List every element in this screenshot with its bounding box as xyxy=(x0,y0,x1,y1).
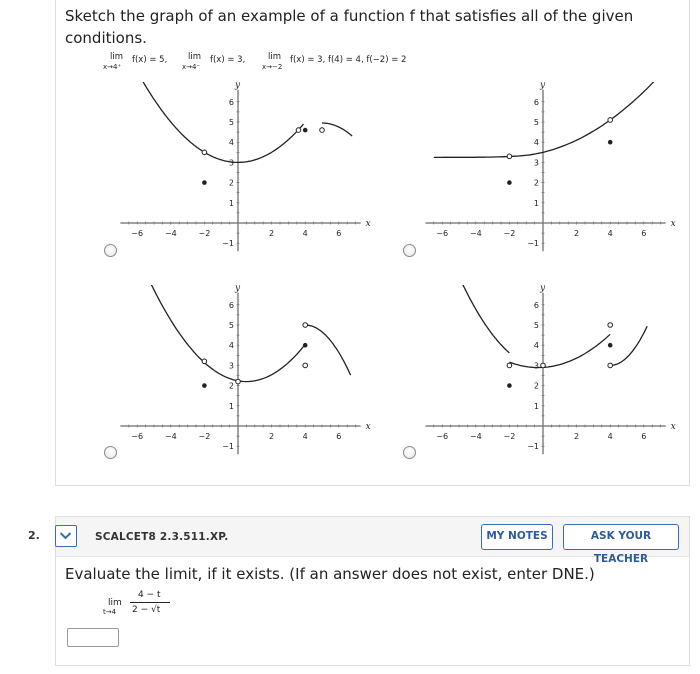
x-tick-label: 6 xyxy=(336,432,342,441)
y-tick-label: 4 xyxy=(228,138,234,148)
x-tick-label: 6 xyxy=(641,229,647,238)
filled-point xyxy=(608,343,613,348)
open-point xyxy=(303,363,308,368)
open-point xyxy=(507,154,512,159)
x-tick-label: 6 xyxy=(641,432,647,441)
x-tick-label: 2 xyxy=(269,432,275,441)
x-tick-label: −6 xyxy=(436,432,449,441)
y-tick-label: 2 xyxy=(533,381,539,391)
x-axis-label: x xyxy=(670,219,676,229)
y-axis-label: y xyxy=(235,82,241,91)
filled-point xyxy=(303,128,308,133)
open-point xyxy=(608,323,613,328)
x-tick-label: −4 xyxy=(164,432,177,441)
radio-option-c[interactable] xyxy=(104,446,117,459)
filled-point xyxy=(303,343,308,348)
fraction-denominator: 2 − √t xyxy=(132,605,161,615)
lim-word: lim xyxy=(188,52,202,62)
open-point xyxy=(236,379,241,384)
graph-option-c xyxy=(110,285,385,465)
y-tick-label: −1 xyxy=(222,239,234,249)
open-point xyxy=(296,128,301,133)
y-tick-label: 1 xyxy=(533,401,539,411)
condition-expression: f(x) = 5, xyxy=(132,55,168,65)
y-tick-label: 1 xyxy=(228,401,234,411)
y-tick-label: 3 xyxy=(533,361,539,371)
fraction-bar xyxy=(130,602,170,603)
y-tick-label: 3 xyxy=(228,158,234,168)
y-tick-label: 2 xyxy=(533,178,539,188)
x-tick-label: 2 xyxy=(574,432,580,441)
y-tick-label: 6 xyxy=(228,300,234,310)
function-curve xyxy=(322,123,352,136)
function-curve xyxy=(452,285,509,353)
y-tick-label: 6 xyxy=(533,300,539,310)
limit-expression xyxy=(100,590,190,620)
question-number: 2. xyxy=(28,529,40,542)
y-tick-label: 1 xyxy=(228,198,234,208)
y-tick-label: 4 xyxy=(228,341,234,351)
x-tick-label: −6 xyxy=(131,432,144,441)
x-tick-label: 4 xyxy=(302,229,308,238)
fraction-numerator: 4 − t xyxy=(138,590,161,600)
radio-option-d[interactable] xyxy=(403,446,416,459)
y-axis-label: y xyxy=(540,285,546,294)
y-tick-label: 3 xyxy=(533,158,539,168)
x-tick-label: −4 xyxy=(164,229,177,238)
function-curve xyxy=(305,325,350,375)
condition-expression: f(x) = 3, xyxy=(210,55,246,65)
lim-subscript: x→4⁻ xyxy=(182,63,201,71)
y-tick-label: −1 xyxy=(222,442,234,452)
lim-word: lim xyxy=(108,598,122,608)
x-tick-label: −2 xyxy=(503,229,516,238)
lim-word: lim xyxy=(268,52,282,62)
lim-word: lim xyxy=(110,52,124,62)
y-tick-label: −1 xyxy=(527,239,539,249)
function-curve xyxy=(142,82,204,152)
y-tick-label: 5 xyxy=(228,118,234,127)
x-axis-label: x xyxy=(670,422,676,432)
x-tick-label: −4 xyxy=(469,229,482,238)
lim-subscript: t→4 xyxy=(103,608,117,616)
open-point xyxy=(320,128,325,133)
x-tick-label: 2 xyxy=(269,229,275,238)
y-tick-label: 6 xyxy=(228,97,234,107)
x-axis-label: x xyxy=(365,422,371,432)
x-tick-label: −2 xyxy=(198,229,211,238)
x-tick-label: −6 xyxy=(436,229,449,238)
y-tick-label: 2 xyxy=(228,178,234,188)
y-tick-label: 3 xyxy=(228,361,234,371)
filled-point xyxy=(608,140,613,145)
question-1-prompt: Sketch the graph of an example of a function f that satisfies all of the given conditions. xyxy=(65,7,634,47)
y-tick-label: 5 xyxy=(228,321,234,330)
function-curve xyxy=(509,334,610,367)
radio-option-b[interactable] xyxy=(403,244,416,257)
open-point xyxy=(608,118,613,123)
y-tick-label: 4 xyxy=(533,341,539,351)
open-point xyxy=(303,323,308,328)
open-point xyxy=(507,363,512,368)
y-tick-label: 1 xyxy=(533,198,539,208)
x-tick-label: 4 xyxy=(607,229,613,238)
condition-expression: f(x) = 3, f(4) = 4, f(−2) = 2 xyxy=(290,55,407,65)
x-tick-label: 2 xyxy=(574,229,580,238)
ask-your-teacher-button[interactable]: ASK YOUR TEACHER xyxy=(563,524,679,550)
y-tick-label: 5 xyxy=(533,118,539,127)
function-curve xyxy=(610,326,647,365)
y-tick-label: −1 xyxy=(527,442,539,452)
function-curve xyxy=(204,124,303,162)
open-point xyxy=(541,363,546,368)
graph-option-a xyxy=(110,82,385,262)
y-axis-label: y xyxy=(540,82,546,91)
x-tick-label: 4 xyxy=(607,432,613,441)
lim-subscript: x→−2 xyxy=(262,63,283,71)
filled-point xyxy=(507,180,512,185)
x-tick-label: −2 xyxy=(503,432,516,441)
radio-option-a[interactable] xyxy=(104,244,117,257)
x-tick-label: 4 xyxy=(302,432,308,441)
question-2-prompt: Evaluate the limit, if it exists. (If an answer does not exist, enter DNE.) xyxy=(65,565,595,583)
condition-limit-neg2 xyxy=(260,52,460,76)
my-notes-button[interactable]: MY NOTES xyxy=(481,524,553,550)
chevron-down-icon xyxy=(56,526,75,545)
y-tick-label: 4 xyxy=(533,138,539,148)
x-tick-label: −4 xyxy=(469,432,482,441)
filled-point xyxy=(202,180,207,185)
y-axis-label: y xyxy=(235,285,241,294)
expand-toggle-button[interactable] xyxy=(55,525,77,547)
condition-right-limit xyxy=(100,52,170,76)
x-axis-label: x xyxy=(365,219,371,229)
function-curve xyxy=(151,285,306,382)
graph-option-b xyxy=(415,82,690,262)
answer-input[interactable] xyxy=(67,628,119,647)
open-point xyxy=(608,363,613,368)
y-tick-label: 2 xyxy=(228,381,234,391)
question-code: SCALCET8 2.3.511.XP. xyxy=(95,531,229,543)
lim-subscript: x→4⁺ xyxy=(103,63,122,71)
x-tick-label: −2 xyxy=(198,432,211,441)
x-tick-label: −6 xyxy=(131,229,144,238)
open-point xyxy=(202,150,207,155)
x-tick-label: 6 xyxy=(336,229,342,238)
y-tick-label: 6 xyxy=(533,97,539,107)
y-tick-label: 5 xyxy=(533,321,539,330)
filled-point xyxy=(507,383,512,388)
open-point xyxy=(202,359,207,364)
filled-point xyxy=(202,383,207,388)
function-curve xyxy=(434,157,510,158)
condition-left-limit xyxy=(180,52,260,76)
graph-option-d xyxy=(415,285,690,465)
